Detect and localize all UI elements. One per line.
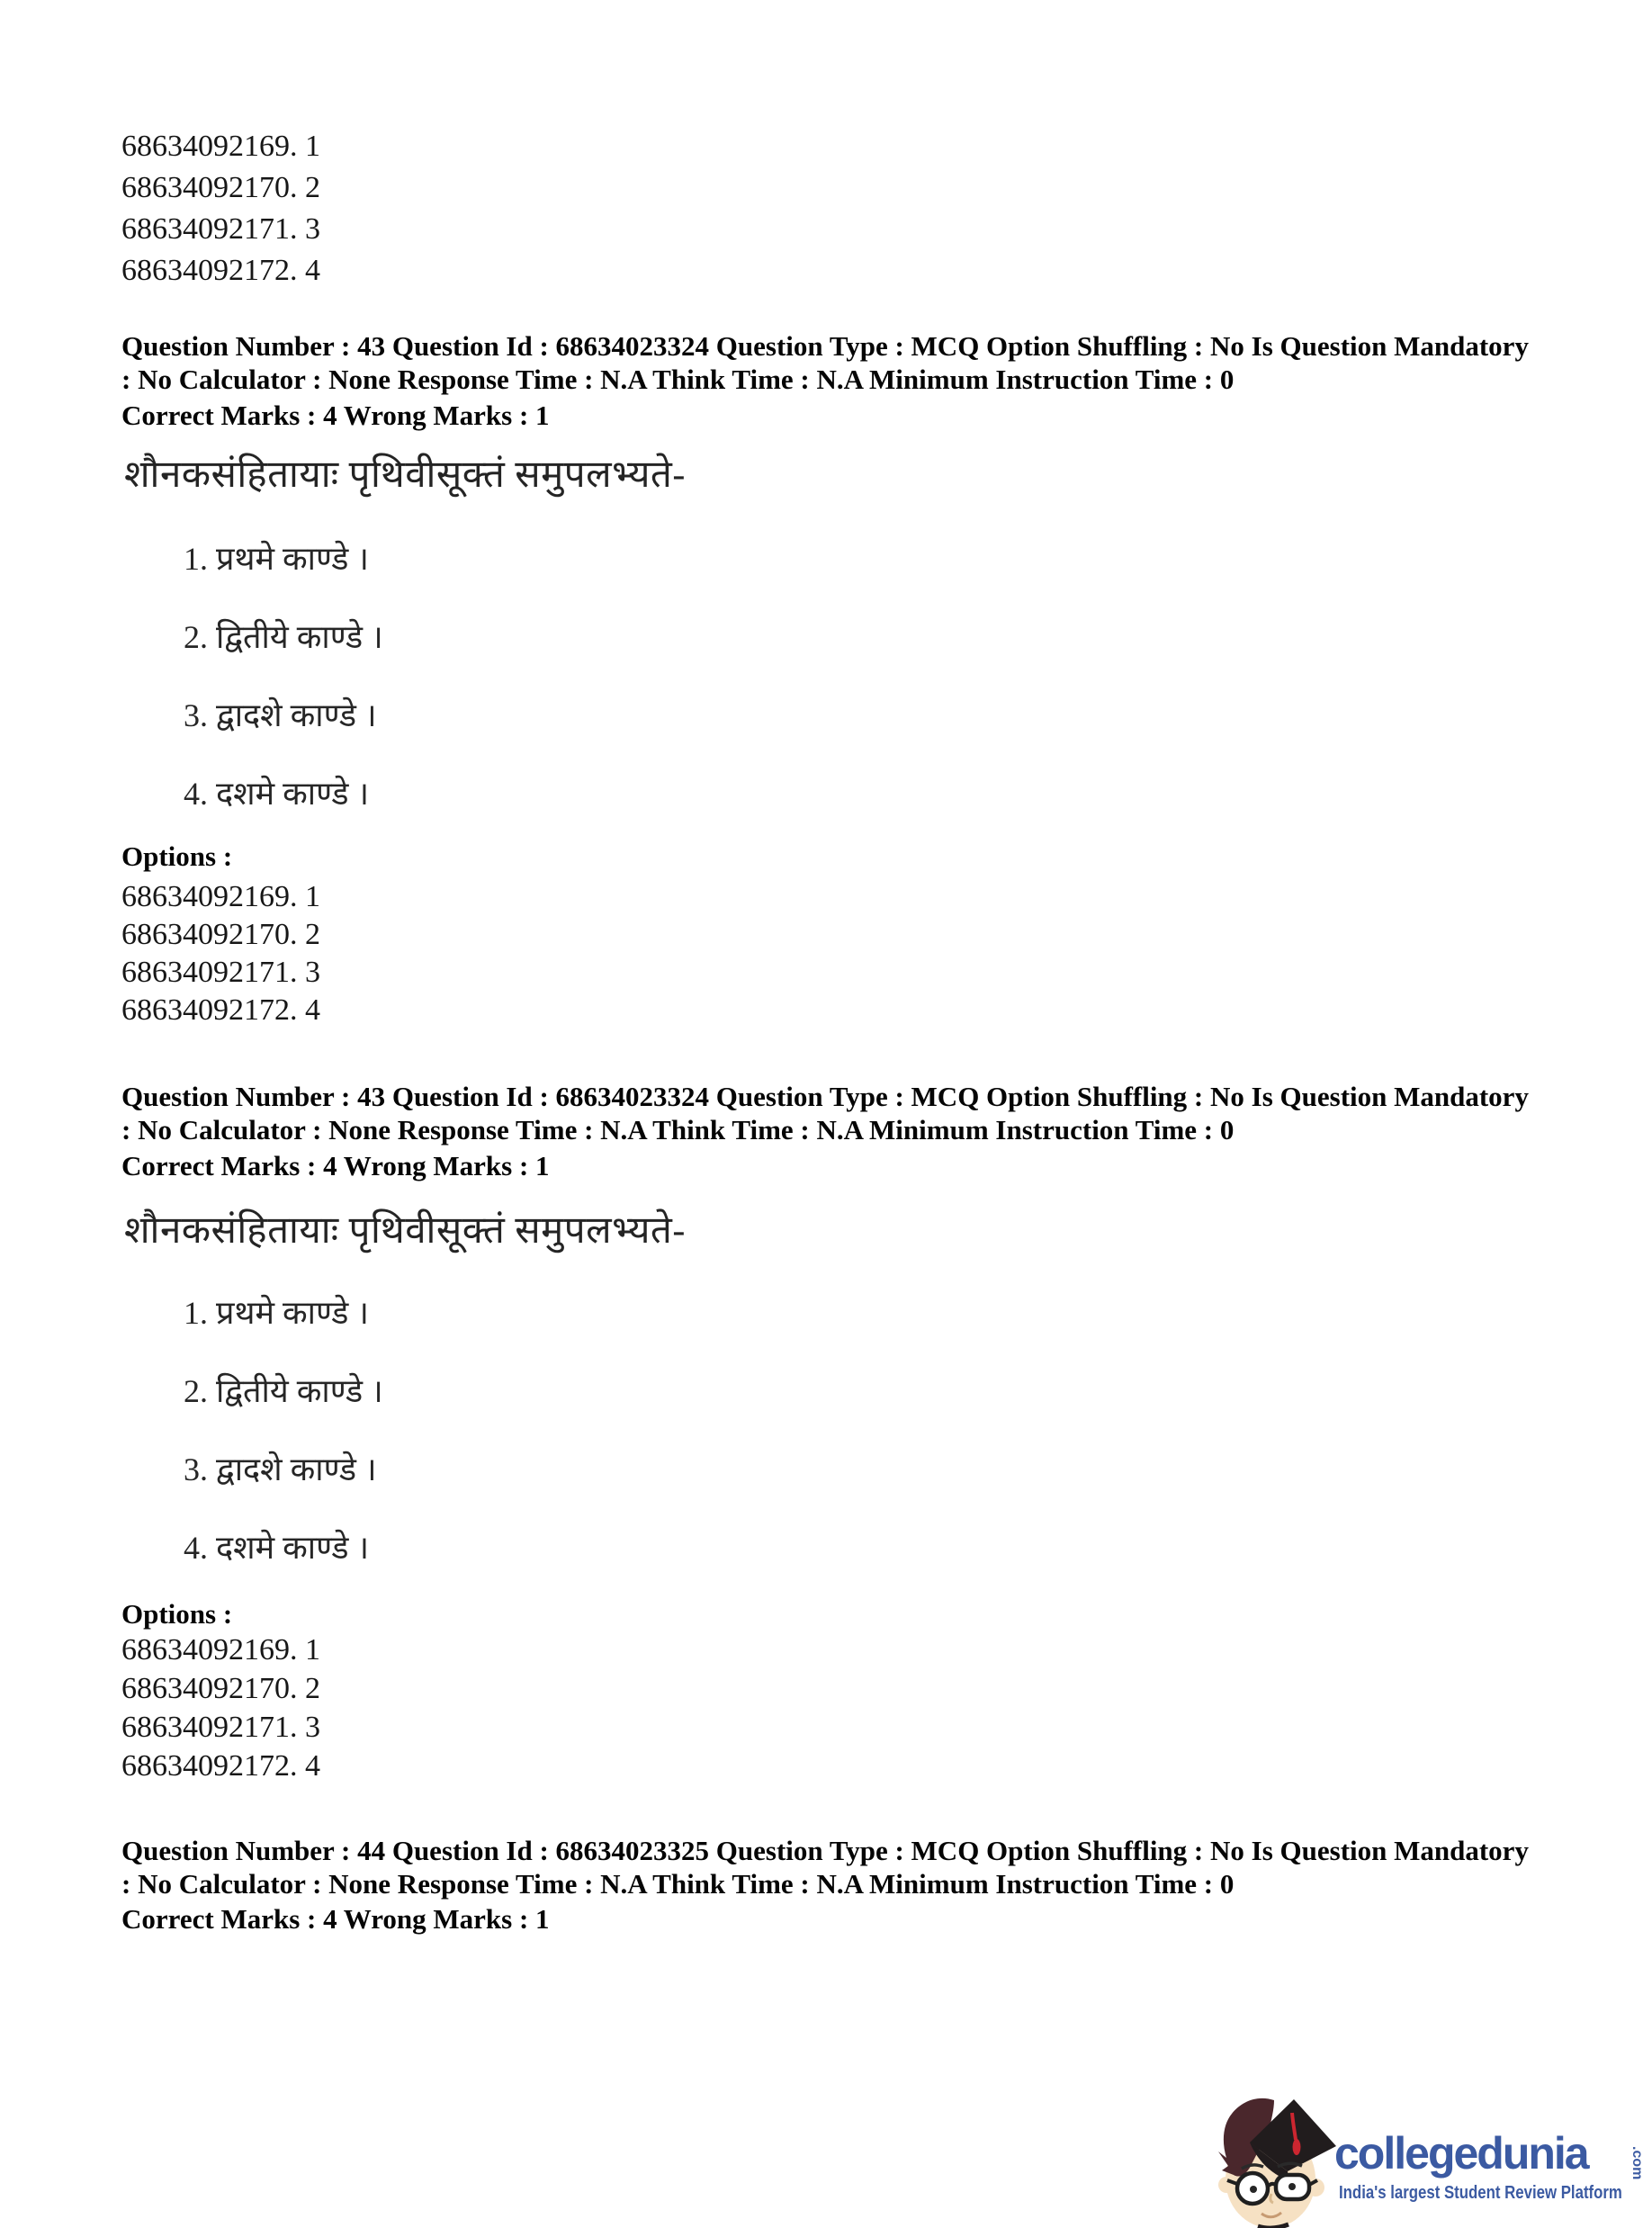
question-43-repeat-option-ids <box>121 1631 320 1785</box>
option-text: 1. प्रथमे काण्डे । <box>184 541 369 577</box>
question-43-text: शौनकसंहितायाः पृथिवीसूक्तं समुपलभ्यते- <box>124 454 686 496</box>
option-text: 2. द्वितीये काण्डे । <box>184 619 383 655</box>
options-heading: Options : <box>121 1598 233 1630</box>
option-id: 68634092170. 2 <box>121 1672 320 1705</box>
options-heading: Options : <box>121 840 233 872</box>
metadata-line: Question Number : 43 Question Id : 68634023324 Question Type : MCQ Option Shuffling : No Is Question Mandatory <box>121 330 1529 362</box>
question-43-repeat-text: शौनकसंहितायाः पृथिवीसूक्तं समुपलभ्यते- <box>124 1210 686 1252</box>
collegedunia-mascot-icon <box>1217 2095 1338 2228</box>
option-text: 2. द्वितीये काण्डे । <box>184 1373 383 1409</box>
option-id-list-overflow <box>121 126 320 292</box>
question-43-repeat-marks: Correct Marks : 4 Wrong Marks : 1 <box>121 1150 550 1181</box>
question-43-repeat-option-list <box>184 1274 383 1587</box>
option-text: 3. द्वादशे काण्डे । <box>184 697 377 733</box>
option-id: 68634092171. 3 <box>121 1711 320 1744</box>
collegedunia-dotcom: .com <box>1630 2146 1645 2180</box>
option-text: 4. दशमे काण्डे । <box>184 1530 370 1566</box>
option-text: 1. प्रथमे काण्डे । <box>184 1295 369 1331</box>
question-43-marks: Correct Marks : 4 Wrong Marks : 1 <box>121 400 550 431</box>
option-id: 68634092171. 3 <box>121 956 320 989</box>
metadata-line: : No Calculator : None Response Time : N.A Think Time : N.A Minimum Instruction Time : 0 <box>121 364 1235 395</box>
option-id: 68634092169. 1 <box>121 880 320 913</box>
option-id: 68634092170. 2 <box>121 171 320 204</box>
option-text: 4. दशमे काण्डे । <box>184 776 370 812</box>
metadata-line: Question Number : 44 Question Id : 68634023325 Question Type : MCQ Option Shuffling : No Is Question Mandatory <box>121 1835 1529 1866</box>
question-43-option-ids <box>121 878 320 1029</box>
option-id: 68634092170. 2 <box>121 918 320 951</box>
option-id: 68634092171. 3 <box>121 212 320 246</box>
question-43-repeat-metadata <box>121 1080 1579 1146</box>
option-id: 68634092172. 4 <box>121 1749 320 1783</box>
question-44-metadata <box>121 1834 1579 1900</box>
collegedunia-tagline: India's largest Student Review Platform <box>1339 2183 1622 2203</box>
option-id: 68634092169. 1 <box>121 1633 320 1667</box>
question-44-marks: Correct Marks : 4 Wrong Marks : 1 <box>121 1903 550 1935</box>
metadata-line: Question Number : 43 Question Id : 68634023324 Question Type : MCQ Option Shuffling : No Is Question Mandatory <box>121 1081 1529 1112</box>
option-id: 68634092172. 4 <box>121 254 320 287</box>
metadata-line: : No Calculator : None Response Time : N.A Think Time : N.A Minimum Instruction Time : 0 <box>121 1114 1235 1145</box>
metadata-line: : No Calculator : None Response Time : N.A Think Time : N.A Minimum Instruction Time : 0 <box>121 1868 1235 1900</box>
collegedunia-logo <box>1217 2095 1650 2228</box>
option-id: 68634092172. 4 <box>121 993 320 1027</box>
option-text: 3. द्वादशे काण्डे । <box>184 1451 377 1487</box>
collegedunia-wordmark: collegedunia <box>1334 2128 1588 2179</box>
question-43-metadata <box>121 329 1579 396</box>
question-43-option-list <box>184 520 383 833</box>
option-id: 68634092169. 1 <box>121 130 320 163</box>
